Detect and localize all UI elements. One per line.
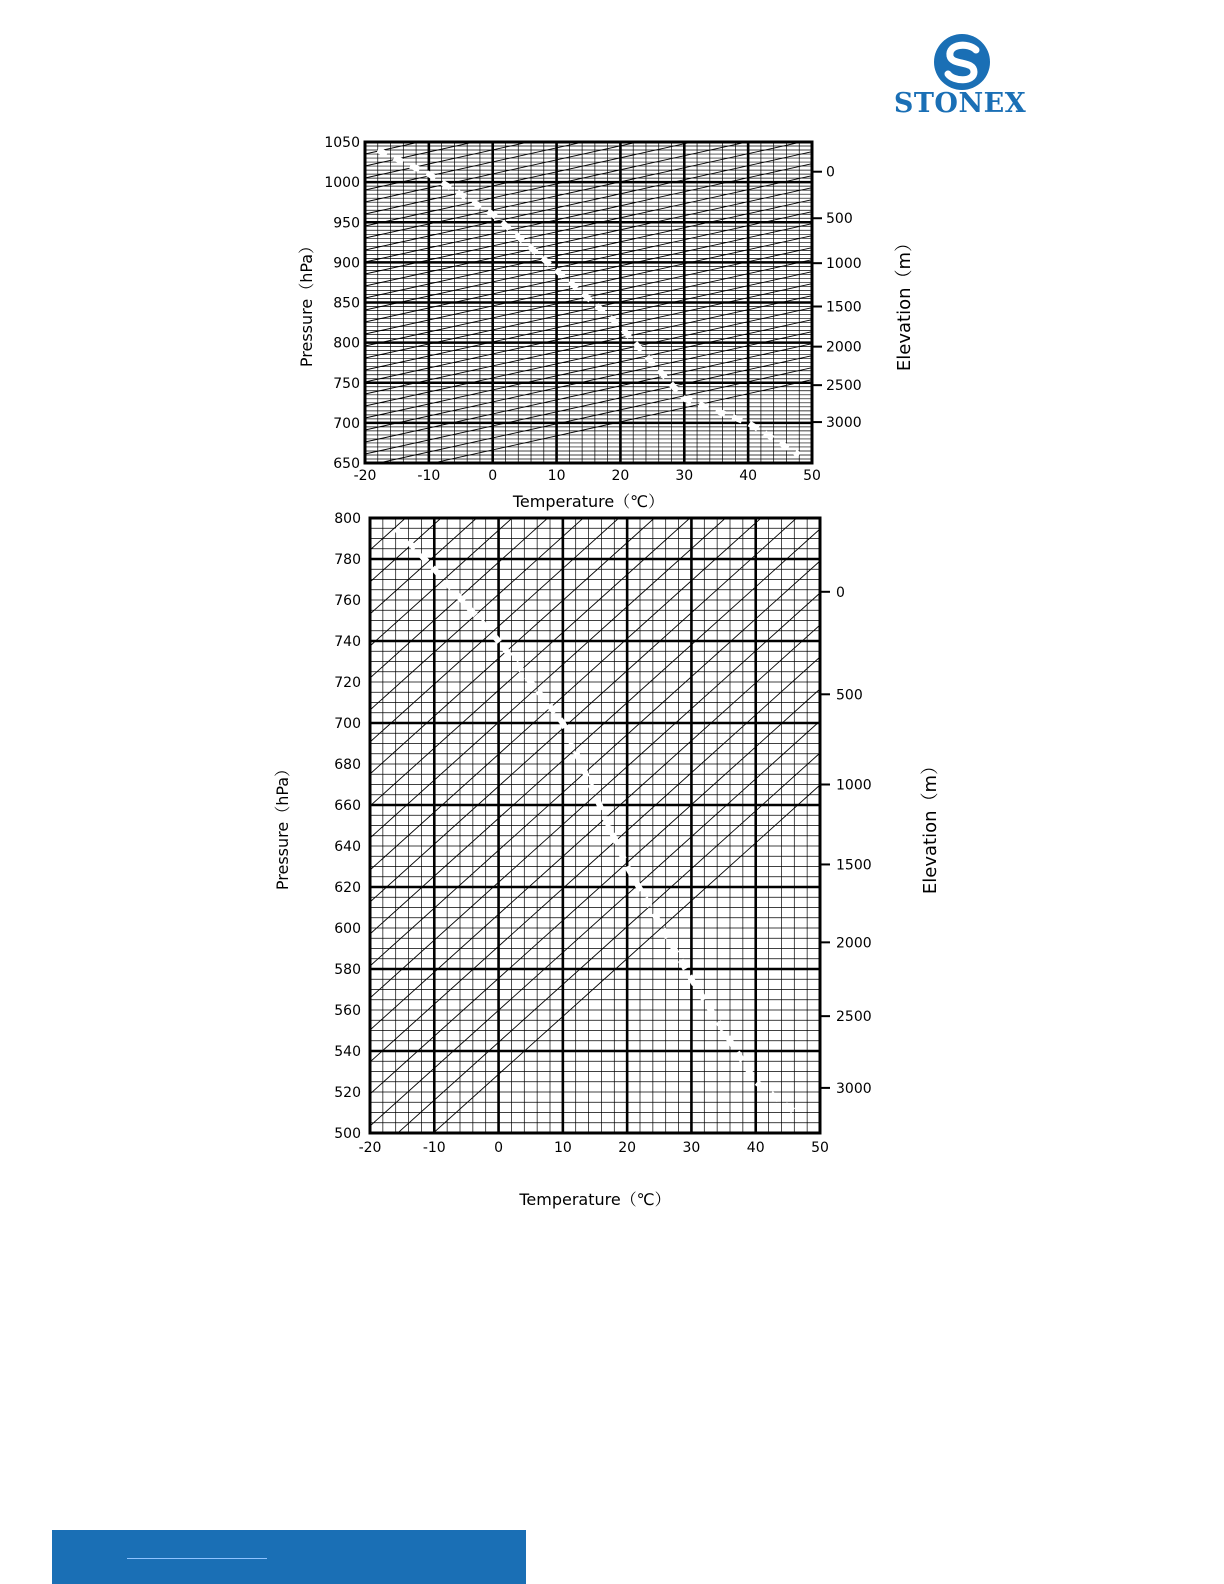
x-tick-label: 40 bbox=[739, 468, 758, 484]
y-tick-label: 1050 bbox=[324, 135, 360, 151]
elevation-tick-label: 1500 bbox=[826, 299, 862, 316]
y-tick-label: 660 bbox=[334, 798, 361, 814]
elevation-tick-label: 2500 bbox=[836, 1009, 872, 1026]
y-tick-label: 620 bbox=[334, 880, 361, 896]
y2-axis-title: Elevation（m） bbox=[894, 233, 915, 372]
diagonal-line bbox=[370, 465, 820, 870]
footer-link-underline bbox=[127, 1558, 267, 1559]
y-tick-label: 580 bbox=[334, 962, 361, 978]
y-tick-label: 850 bbox=[333, 295, 360, 312]
x-axis-title: Temperature（℃） bbox=[512, 492, 665, 511]
elevation-tick-label: 2000 bbox=[826, 339, 862, 356]
y-tick-label: 640 bbox=[334, 839, 361, 855]
diagonal-line bbox=[365, 0, 812, 82]
diagonal-line bbox=[370, 753, 820, 1158]
x-tick-label: -10 bbox=[417, 468, 441, 484]
elevation-tick-label: 500 bbox=[836, 687, 863, 704]
y-tick-label: 600 bbox=[334, 921, 361, 937]
y-tick-label: 760 bbox=[334, 593, 361, 609]
diagonal-line bbox=[370, 0, 820, 70]
diagonal-line bbox=[370, 561, 820, 966]
footer-bar bbox=[52, 1530, 526, 1584]
x-tick-label: 50 bbox=[811, 1140, 829, 1156]
y-tick-label: 700 bbox=[333, 415, 360, 432]
y-tick-label: 900 bbox=[333, 255, 360, 272]
y-tick-label: 1000 bbox=[324, 175, 360, 192]
y-tick-label: 720 bbox=[334, 675, 361, 691]
elevation-tick-label: 0 bbox=[836, 584, 845, 601]
y-tick-label: 500 bbox=[334, 1126, 361, 1142]
diagonal-line bbox=[365, 0, 812, 10]
x-tick-label: 10 bbox=[547, 468, 566, 484]
x-tick-label: 20 bbox=[611, 468, 630, 484]
y-tick-label: 520 bbox=[334, 1085, 361, 1101]
x-tick-label: 0 bbox=[488, 468, 498, 484]
diagonal-line bbox=[370, 0, 820, 38]
y-tick-label: 540 bbox=[334, 1044, 361, 1060]
y-axis-title: Pressure（hPa） bbox=[297, 237, 316, 368]
elevation-tick-label: 2000 bbox=[836, 935, 872, 952]
elevation-tick-label: 500 bbox=[826, 211, 853, 228]
diagonal-line bbox=[365, 0, 812, 94]
y-tick-label: 800 bbox=[333, 335, 360, 352]
diagonal-line bbox=[370, 0, 820, 134]
y-tick-label: 800 bbox=[334, 511, 361, 527]
x-tick-label: 30 bbox=[675, 468, 694, 484]
y-tick-label: 560 bbox=[334, 1003, 361, 1019]
diagonal-line bbox=[370, 593, 820, 998]
x-tick-label: -20 bbox=[353, 468, 377, 484]
y-tick-label: 750 bbox=[333, 375, 360, 392]
elevation-tick-label: 3000 bbox=[836, 1080, 872, 1097]
diagonal-line bbox=[365, 116, 812, 214]
diagonal-line bbox=[365, 32, 812, 130]
y-tick-label: 740 bbox=[334, 634, 361, 650]
elevation-tick-label: 1000 bbox=[826, 256, 862, 273]
label-curve bbox=[396, 528, 801, 1116]
y-tick-label: 780 bbox=[334, 552, 361, 568]
elevation-tick-label: 2500 bbox=[826, 378, 862, 395]
y-tick-label: 680 bbox=[334, 757, 361, 773]
chart-top bbox=[297, 0, 915, 511]
x-tick-label: 20 bbox=[618, 1140, 637, 1156]
diagonal-line bbox=[365, 0, 812, 46]
diagonal-line bbox=[365, 0, 812, 58]
x-tick-label: -10 bbox=[422, 1140, 446, 1156]
diagonal-line bbox=[365, 80, 812, 178]
y-tick-label: 700 bbox=[334, 716, 361, 732]
diagonal-line bbox=[365, 0, 812, 22]
diagonal-line bbox=[370, 721, 820, 1126]
x-tick-label: 30 bbox=[682, 1140, 701, 1156]
diagonal-line bbox=[365, 44, 812, 142]
diagonal-line bbox=[365, 56, 812, 154]
diagonal-line bbox=[365, 68, 812, 166]
x-tick-label: 50 bbox=[803, 468, 821, 484]
x-tick-label: 40 bbox=[746, 1140, 765, 1156]
elevation-tick-label: 0 bbox=[826, 164, 835, 181]
diagonal-line bbox=[365, 0, 812, 34]
x-tick-label: 0 bbox=[494, 1140, 504, 1156]
diagonal-line bbox=[365, 104, 812, 202]
elevation-tick-label: 3000 bbox=[826, 415, 862, 432]
y-tick-label: 950 bbox=[333, 215, 360, 232]
y-tick-label: 650 bbox=[333, 456, 360, 472]
diagonal-line bbox=[365, 20, 812, 118]
diagonal-line bbox=[370, 657, 820, 1062]
elevation-tick-label: 1000 bbox=[836, 777, 872, 794]
y2-axis-title: Elevation（m） bbox=[920, 756, 941, 895]
diagonal-lines bbox=[365, 0, 812, 478]
brand-name: STONEX bbox=[893, 88, 1027, 119]
x-tick-label: -20 bbox=[358, 1140, 382, 1156]
x-axis-title: Temperature（℃） bbox=[519, 1190, 671, 1209]
elevation-tick-label: 1500 bbox=[836, 857, 872, 874]
diagonal-line bbox=[370, 689, 820, 1094]
x-tick-label: 10 bbox=[553, 1140, 572, 1156]
y-axis-title: Pressure（hPa） bbox=[273, 760, 292, 891]
diagonal-line bbox=[370, 0, 820, 102]
diagonal-line bbox=[365, 8, 812, 106]
diagonal-line bbox=[365, 0, 812, 70]
